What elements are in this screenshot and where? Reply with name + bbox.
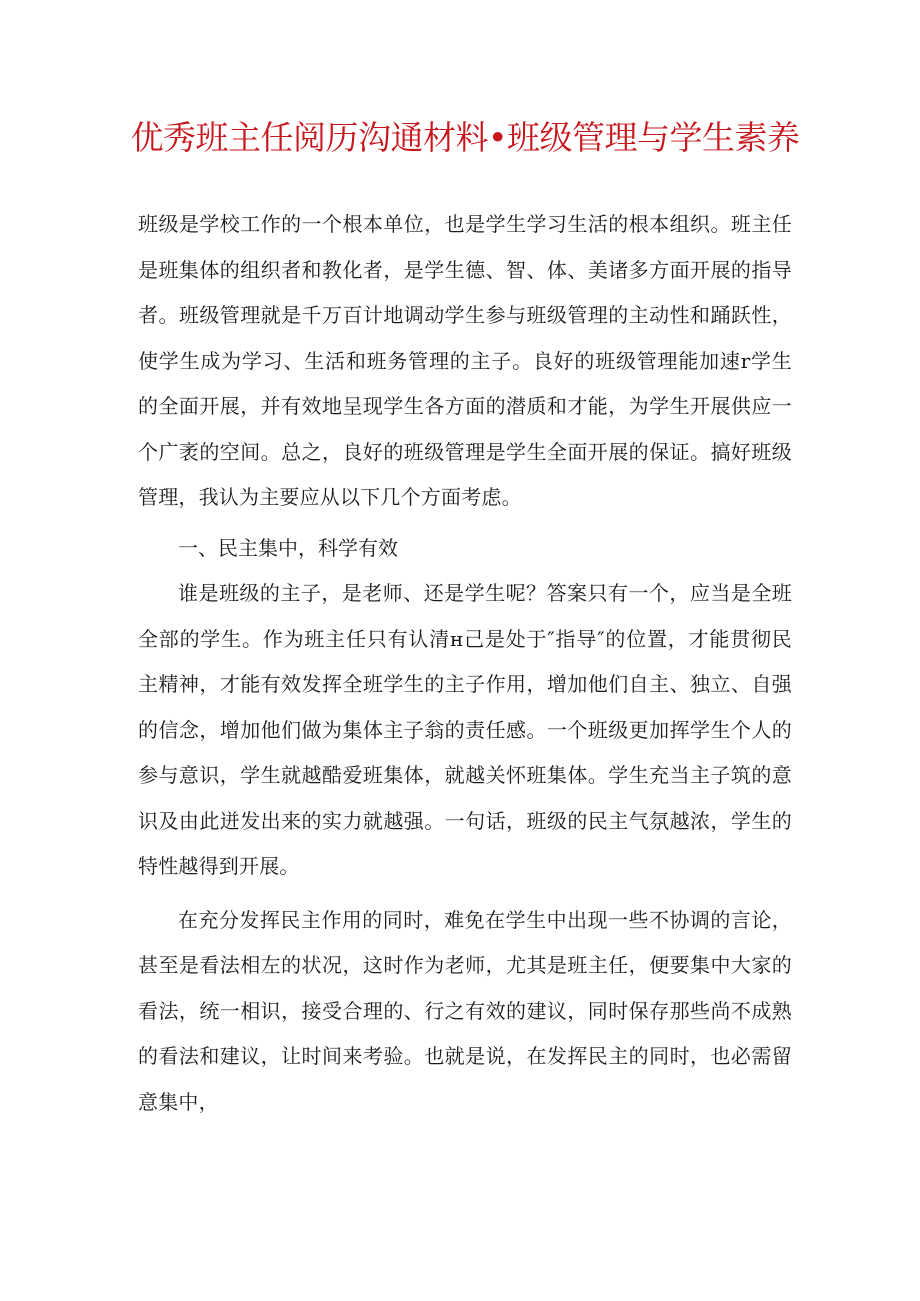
- body-paragraph-1: 谁是班级的主子，是老师、还是学生呢？答案只有一个，应当是全班全部的学生。作为班主任只有认清н己是处于″指导″的位置，才能贯彻民主精神，才能有效发挥全班学生的主子作用，增加他们自主、独立、自强的信念，增加他们做为集体主子翁的责任感。一个班级更加挥学生个人的参与意识，学生就越酷爱班集体，就越关怀班集体。学生充当主子筑的意识及由此迸发出来的实力就越强。一句话，班级的民主气氛越浓，学生的特性越得到开展。: [138, 581, 792, 878]
- section-heading: 一、民主集中，科学有效: [178, 535, 398, 560]
- document-title: 优秀班主任阅历沟通材料•班级管理与学生素养: [130, 118, 800, 157]
- spacer: [138, 521, 792, 523]
- spacer: [138, 890, 792, 898]
- body-paragraph-2: 在充分发挥民主作用的同时，难免在学生中出现一些不协调的言论，甚至是看法相左的状况，这时作为老师，尤其是班主任，便要集中大家的看法，统一相识，接受合理的、行之有效的建议，同时保存那些尚不成熟的看法和建议，让时间来考验。也就是说，在发挥民主的同时，也必需留意集中，: [138, 907, 792, 1114]
- intro-paragraph: 班级是学校工作的一个根本单位，也是学生学习生活的根本组织。班主任是班集体的组织者和教化者，是学生德、智、体、美诸多方面开展的指导者。班级管理就是千万百计地调动学生参与班级管理的主动性和踊跃性，使学生成为学习、生活和班务管理的主子。良好的班级管理能加速r学生的全面开展，并有效地呈现学生各方面的潜质和才能，为学生开展供应一个广袤的空间。总之，良好的班级管理是学生全面开展的保证。搞好班级管理，我认为主要应从以下几个方面考虑。: [138, 212, 792, 509]
